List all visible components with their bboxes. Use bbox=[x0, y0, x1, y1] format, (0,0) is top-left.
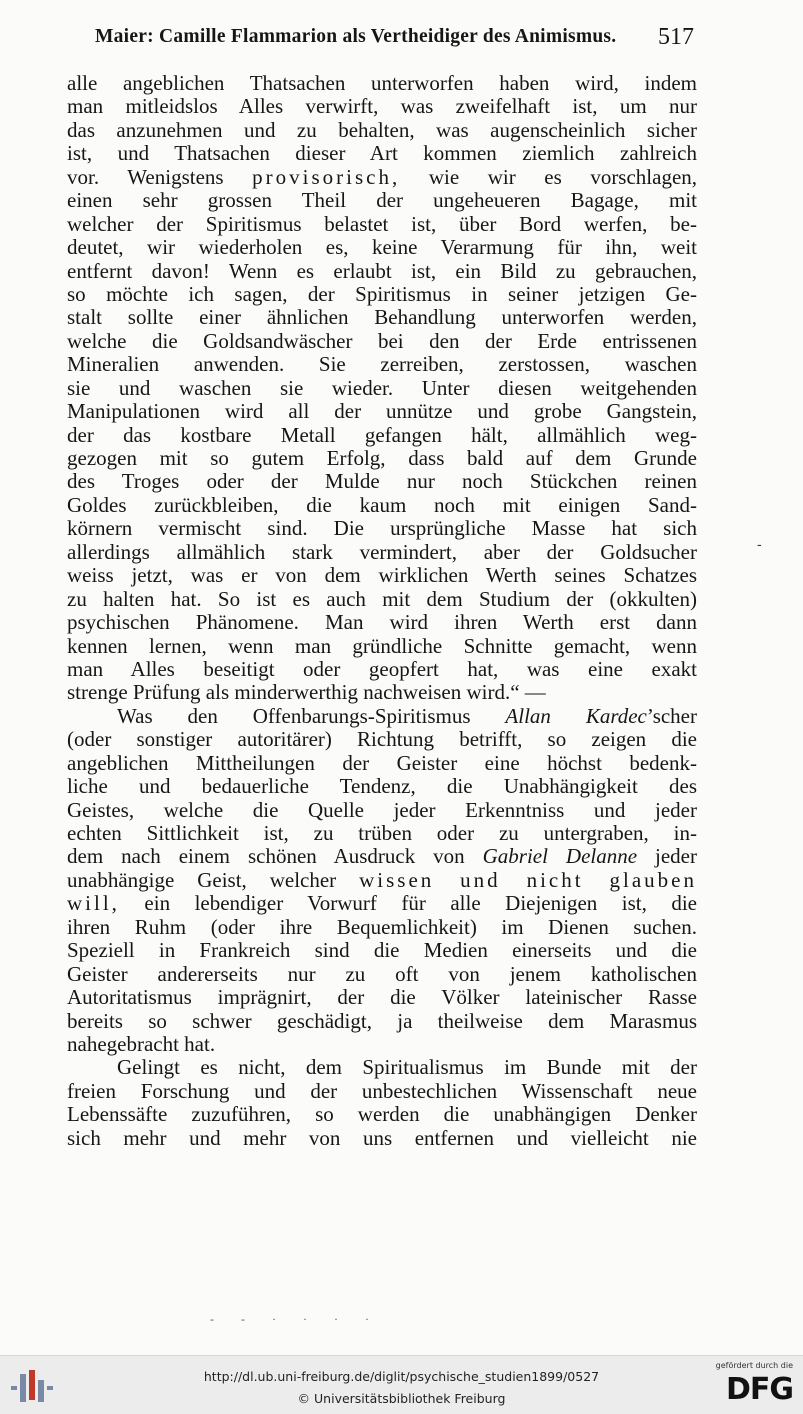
viewer-footer bbox=[0, 1355, 803, 1414]
text-segment: jeder bbox=[655, 844, 697, 869]
text-line: so möchte ich sagen, der Spiritismus in seiner jetzigen Ge- bbox=[67, 281, 697, 306]
bottom-marks: - - · · · · bbox=[210, 1312, 381, 1326]
text-segment: ein lebendiger Vorwurf für alle Diejenigen ist, die bbox=[144, 891, 698, 916]
spaced-emphasis: wissen und nicht glauben bbox=[359, 867, 697, 892]
text-line: gezogen mit so gutem Erfolg, dass bald auf dem Grunde bbox=[67, 446, 697, 470]
text-line: man Alles beseitigt oder geopfert hat, was eine exakt bbox=[67, 656, 697, 681]
text-line: zu halten hat. So ist es auch mit dem Studium der (okkulten) bbox=[67, 586, 697, 611]
dfg-caption: gefördert durch die bbox=[715, 1361, 793, 1370]
text-line: Autoritatismus imprägnirt, der die Völker lateinischer Rasse bbox=[67, 985, 697, 1010]
text-line: weiss jetzt, was er von dem wirklichen Werth seines Schatzes bbox=[67, 563, 697, 588]
text-line: liche und bedauerliche Tendenz, die Unabhängigkeit des bbox=[67, 774, 697, 799]
text-segment: dem nach einem schönen Ausdruck von bbox=[67, 844, 465, 869]
text-line: man mitleidslos Alles verwirft, was zweifelhaft ist, um nur bbox=[67, 94, 697, 119]
text-line: kennen lernen, wenn man gründliche Schnitte gemacht, wenn bbox=[67, 633, 697, 658]
text-line: sie und waschen sie wieder. Unter diesen weitgehenden bbox=[67, 375, 697, 400]
text-line: ihren Ruhm (oder ihre Bequemlichkeit) im Dienen suchen. bbox=[67, 914, 697, 939]
text-line: allerdings allmählich stark vermindert, aber der Goldsucher bbox=[67, 539, 697, 564]
text-line: Geistes, welche die Quelle jeder Erkenntniss und jeder bbox=[67, 797, 697, 822]
text-line: strenge Prüfung als minderwerthig nachweisen wird.“ — bbox=[67, 680, 546, 705]
text-segment: Was den Offenbarungs-Spiritismus bbox=[117, 703, 471, 728]
copyright-text: © Universitätsbibliothek Freiburg bbox=[297, 1391, 506, 1406]
text-line: ist, und Thatsachen dieser Art kommen ziemlich zahlreich bbox=[67, 141, 697, 166]
text-line: das anzunehmen und zu behalten, was augenscheinlich sicher bbox=[67, 117, 697, 142]
text-line: Mineralien anwenden. Sie zerreiben, zerstossen, waschen bbox=[67, 352, 697, 377]
text-line: der das kostbare Metall gefangen hält, allmählich weg- bbox=[67, 422, 697, 447]
text-line: stalt sollte einer ähnlichen Behandlung unterworfen werden, bbox=[67, 305, 697, 330]
text-line: Lebenssäfte zuzuführen, so werden die unabhängigen Denker bbox=[67, 1102, 697, 1127]
text-line: Manipulationen wird all der unnütze und grobe Gangstein, bbox=[67, 399, 697, 424]
stray-mark: - bbox=[757, 536, 762, 552]
running-head: Maier: Camille Flammarion als Vertheidiger des Animismus. bbox=[95, 26, 617, 47]
text-line: bereits so schwer geschädigt, ja theilweise dem Marasmus bbox=[67, 1008, 697, 1033]
text-line bbox=[67, 705, 697, 728]
text-segment: unabhängige Geist, welcher bbox=[67, 867, 337, 892]
text-line: des Troges oder der Mulde nur noch Stückchen reinen bbox=[67, 469, 697, 494]
text-segment: wie wir es vorschlagen, bbox=[428, 164, 698, 189]
dfg-logo: DFG bbox=[725, 1372, 793, 1407]
source-url-link[interactable]: http://dl.ub.uni-freiburg.de/diglit/psychische_studien1899/0527 bbox=[203, 1369, 600, 1384]
text-line: angeblichen Mittheilungen der Geister eine höchst bedenk- bbox=[67, 750, 697, 775]
page-number: 517 bbox=[658, 24, 694, 50]
text-line: welcher der Spiritismus belastet ist, über Bord werfen, be- bbox=[67, 211, 697, 236]
text-line: (oder sonstiger autoritärer) Richtung betrifft, so zeigen die bbox=[67, 727, 697, 752]
spaced-emphasis: provisorisch, bbox=[252, 164, 401, 189]
text-segment: ’scher bbox=[646, 703, 698, 728]
text-line: entfernt davon! Wenn es erlaubt ist, ein Bild zu gebrauchen, bbox=[67, 258, 697, 283]
text-line: deutet, wir wiederholen es, keine Verarmung für ihn, weit bbox=[67, 235, 697, 260]
text-line: Geister andererseits nur zu oft von jenem katholischen bbox=[67, 961, 697, 986]
body-text bbox=[67, 72, 697, 1150]
text-line bbox=[67, 845, 697, 868]
text-line bbox=[67, 166, 697, 189]
author-name: Gabriel Delanne bbox=[482, 844, 638, 869]
text-line: sich mehr und mehr von uns entfernen und vielleicht nie bbox=[67, 1125, 697, 1150]
text-segment: vor. Wenigstens bbox=[67, 164, 224, 189]
text-line: nahegebracht hat. bbox=[67, 1031, 216, 1056]
text-line bbox=[67, 869, 697, 892]
text-line: einen sehr grossen Theil der ungeheueren Bagage, mit bbox=[67, 188, 697, 213]
author-name: Allan Kardec bbox=[505, 703, 647, 728]
page-header bbox=[95, 24, 698, 56]
text-line: psychischen Phänomene. Man wird ihren Werth erst dann bbox=[67, 610, 697, 635]
text-line: echten Sittlichkeit ist, zu trüben oder zu untergraben, in- bbox=[67, 821, 697, 845]
text-line: Gelingt es nicht, dem Spiritualismus im Bunde mit der bbox=[117, 1055, 697, 1080]
text-line bbox=[67, 892, 697, 915]
text-line: welche die Goldsandwäscher bei den der Erde entrissenen bbox=[67, 328, 697, 353]
spaced-emphasis: will, bbox=[67, 891, 120, 916]
text-line: körnern vermischt sind. Die ursprüngliche Masse hat sich bbox=[67, 516, 697, 541]
text-line: alle angeblichen Thatsachen unterworfen haben wird, indem bbox=[67, 71, 697, 95]
text-line: freien Forschung und der unbestechlichen Wissenschaft neue bbox=[67, 1078, 697, 1103]
text-line: Speziell in Frankreich sind die Medien einerseits und die bbox=[67, 938, 697, 963]
text-line: Goldes zurückbleiben, die kaum noch mit einigen Sand- bbox=[67, 492, 697, 517]
